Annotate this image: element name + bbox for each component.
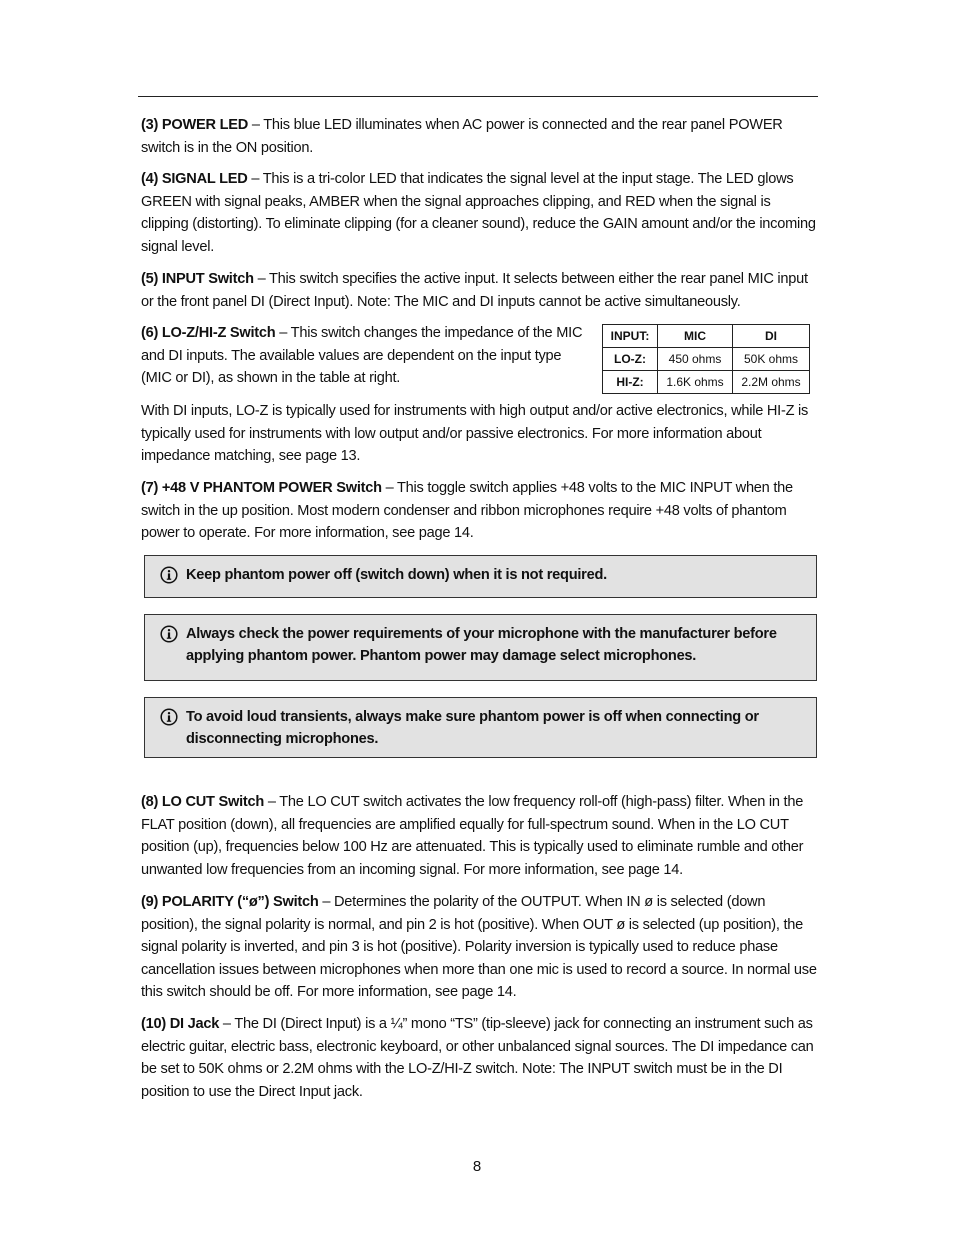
- signal-led-label: (4) SIGNAL LED: [141, 171, 248, 187]
- signal-led-text: – This is a tri-color LED that indicates the signal level at the input stage. The LED glows GREEN with signal peaks, AMBER when the signal approaches clipping, and RED when the signal is clipping (distorting). To eliminate clipping (for a cleaner sound), reduce the GAIN amount and/or the incoming signal level.: [141, 171, 816, 255]
- table-row: [603, 348, 810, 371]
- di-jack-text: – The DI (Direct Input) is a ¼” mono “TS” (tip-sleeve) jack for connecting an instrument such as electric guitar, electric bass, electronic keyboard, or other unbalanced signal sources. The DI impedance can be set to 50K ohms or 2.2M ohms with the LO-Z/HI-Z switch. Note: The INPUT switch must be in the DI position to use the Direct Input jack.: [141, 1016, 814, 1100]
- impedance-switch-text: – This switch changes the impedance of the MIC and DI inputs. The available values are dependent on the input type (MIC or DI), as shown in the table at right.: [141, 325, 583, 387]
- table-header-di: DI: [733, 325, 810, 348]
- table-header-input: INPUT:: [603, 325, 658, 348]
- table-header-mic: MIC: [658, 325, 733, 348]
- lo-cut-text: – The LO CUT switch activates the low frequency roll-off (high-pass) filter. When in the FLAT position (down), all frequencies are amplified equally for full-spectrum sound. When in the LO CUT position (up), frequencies below 100 Hz are attenuated. This is typically used to eliminate rumble and other unwanted low frequencies from an incoming signal. For more information, see page 14.: [141, 794, 804, 878]
- info-circle-icon: [160, 625, 178, 643]
- polarity-text: – Determines the polarity of the OUTPUT. When IN ø is selected (down position), the signal polarity is normal, and pin 2 is hot (positive). When OUT ø is selected (up position), the signal polarity is inverted, and pin 3 is hot (positive). Polarity inversion is typically used to reduce phase cancellation issues between microphones when more than one mic is used to record a source. In normal use this switch should be off. For more information, see page 14.: [141, 894, 817, 1001]
- di-jack-paragraph: [141, 1013, 817, 1103]
- table-header-row: [603, 325, 810, 348]
- power-led-label: (3) POWER LED: [141, 117, 249, 133]
- di-impedance-paragraph: [141, 400, 817, 468]
- polarity-paragraph: [141, 891, 817, 1004]
- signal-led-paragraph: [141, 168, 817, 258]
- phantom-power-paragraph: [141, 477, 817, 545]
- polarity-label: (9) POLARITY (“ø”) Switch: [141, 894, 319, 910]
- input-switch-paragraph: [141, 268, 817, 313]
- di-jack-label: (10) DI Jack: [141, 1016, 220, 1032]
- phantom-power-label: (7) +48 V PHANTOM POWER Switch: [141, 480, 382, 496]
- lo-cut-paragraph: [141, 791, 817, 881]
- di-impedance-text: With DI inputs, LO-Z is typically used for instruments with high output and/or active electronics, while HI-Z is typically used for instruments with low output and/or passive electronics. For more information about impedance matching, see page 13.: [141, 403, 809, 465]
- lo-cut-label: (8) LO CUT Switch: [141, 794, 265, 810]
- note-text: To avoid loud transients, always make sure phantom power is off when connecting or disconnecting microphones.: [186, 709, 759, 747]
- table-cell: 1.6K ohms: [658, 371, 733, 394]
- note-text: Keep phantom power off (switch down) when it is not required.: [186, 567, 607, 583]
- info-circle-icon: [160, 708, 178, 726]
- note-box-1: [144, 555, 817, 598]
- note-text: Always check the power requirements of your microphone with the manufacturer before applying phantom power. Phantom power may damage select microphones.: [186, 626, 777, 664]
- input-switch-label: (5) INPUT Switch: [141, 271, 254, 287]
- info-circle-icon: [160, 566, 178, 584]
- note-box-2: [144, 614, 817, 681]
- impedance-table: [602, 324, 810, 394]
- power-led-text: – This blue LED illuminates when AC power is connected and the rear panel POWER switch is in the ON position.: [141, 117, 783, 156]
- table-row-label: LO-Z:: [603, 348, 658, 371]
- impedance-switch-label: (6) LO-Z/HI-Z Switch: [141, 325, 276, 341]
- table-cell: 2.2M ohms: [733, 371, 810, 394]
- page-number: 8: [472, 1158, 482, 1175]
- table-cell: 450 ohms: [658, 348, 733, 371]
- input-switch-text: – This switch specifies the active input. It selects between either the rear panel MIC input or the front panel DI (Direct Input). Note: The MIC and DI inputs cannot be active simultaneously.: [141, 271, 808, 310]
- phantom-power-text: – This toggle switch applies +48 volts to the MIC INPUT when the switch in the up position. Most modern condenser and ribbon microphones require +48 volts of phantom power to operate. For more information, see page 14.: [141, 480, 793, 542]
- table-row-label: HI-Z:: [603, 371, 658, 394]
- header-rule: [138, 96, 818, 97]
- power-led-paragraph: [141, 114, 817, 159]
- note-box-3: [144, 697, 817, 758]
- table-cell: 50K ohms: [733, 348, 810, 371]
- impedance-switch-paragraph: [141, 322, 586, 390]
- table-row: [603, 371, 810, 394]
